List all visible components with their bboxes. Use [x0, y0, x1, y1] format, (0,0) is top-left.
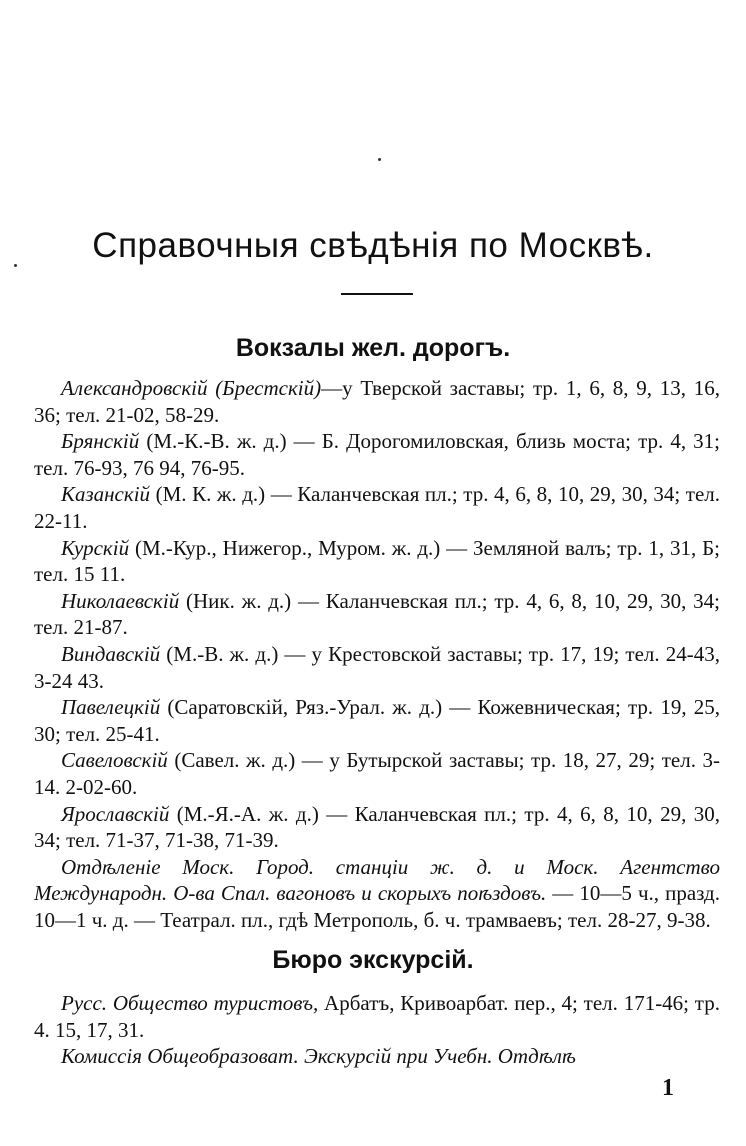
station-name: Александровскій (Брестскій)	[61, 376, 322, 400]
section-heading-excursions: Бюро экскурсій.	[272, 946, 474, 974]
station-details: (М.-Кур., Нижегор., Муром. ж. д.) — Земляной валъ; тр. 1, 31, Б; тел. 15 11.	[34, 535, 720, 587]
station-entry	[34, 801, 720, 854]
excursion-details: Арбатъ, Кривоарбат. пер., 4; тел. 171-46; тр. 4. 15, 17, 31.	[34, 991, 720, 1042]
title-divider	[341, 293, 413, 295]
station-details: (М. К. ж. д.) — Каланчевская пл.; тр. 4, 6, 8, 10, 29, 30, 34; тел. 22-11.	[34, 482, 720, 533]
station-details: (Савел. ж. д.) — у Бутырской заставы; тр. 18, 27, 29; тел. 3-14. 2-02-60.	[34, 748, 720, 799]
speck	[378, 158, 381, 161]
excursion-name: Комиссія Общеобразоват. Экскурсій при Учебн. Отдѣлѣ	[61, 1044, 576, 1069]
section-heading-stations: Вокзалы жел. дорогъ.	[235, 334, 511, 362]
station-entry	[34, 747, 720, 800]
page-title: Справочныя свѣдѣнія по Москвѣ.	[92, 226, 654, 265]
station-name: Курскій	[61, 535, 130, 560]
station-name: Отдѣленіе Моск. Город. станціи ж. д. и Моск. Агентство Международн. О-ва Спал. вагоновъ и скорыхъ поѣздовъ.	[34, 854, 720, 906]
station-entry	[34, 481, 720, 534]
station-details: (Ник. ж. д.) — Каланчевская пл.; тр. 4, 6, 8, 10, 29, 30, 34; тел. 21-87.	[34, 588, 720, 640]
excursion-entry	[34, 990, 720, 1043]
station-entry	[34, 588, 720, 641]
station-details: —у Тверской заставы; тр. 1, 6, 8, 9, 13, 16, 36; тел. 21-02, 58-29.	[34, 376, 721, 427]
station-name: Брянскій	[61, 429, 140, 454]
station-name: Павелецкій	[61, 695, 161, 720]
excursions-list	[34, 990, 720, 1070]
station-entry	[34, 641, 720, 694]
stations-list	[34, 375, 720, 933]
station-details: (М.-Я.-А. ж. д.) — Каланчевская пл.; тр. 4, 6, 8, 10, 29, 30, 34; тел. 71-37, 71-38, 71-39.	[34, 801, 720, 853]
station-details: (Саратовскій, Ряз.-Урал. ж. д.) — Кожевническая; тр. 19, 25, 30; тел. 25-41.	[34, 695, 720, 746]
station-entry	[34, 428, 720, 481]
station-details: — 10—5 ч., празд. 10—1 ч. д. — Театрал. пл., гдѣ Метрополь, б. ч. трамваевъ; тел. 28-27, 9-38.	[34, 881, 720, 932]
station-entry	[34, 375, 720, 428]
station-name: Савеловскій	[61, 748, 168, 773]
station-name: Ярославскій	[61, 801, 170, 826]
station-entry	[34, 535, 720, 588]
station-entry	[34, 854, 720, 934]
station-details: (М.-В. ж. д.) — у Крестовской заставы; тр. 17, 19; тел. 24-43, 3-24 43.	[34, 641, 720, 693]
excursion-name: Русс. Общество туристовъ,	[61, 991, 319, 1015]
page-number: 1	[662, 1075, 674, 1101]
station-details: (М.-К.-В. ж. д.) — Б. Дорогомиловская, близь моста; тр. 4, 31; тел. 76-93, 76 94, 76-95.	[34, 429, 720, 480]
excursion-entry	[34, 1043, 720, 1070]
station-entry	[34, 694, 720, 747]
station-name: Виндавскій	[61, 641, 161, 666]
station-name: Николаевскій	[61, 588, 180, 613]
station-name: Казанскій	[61, 482, 151, 507]
